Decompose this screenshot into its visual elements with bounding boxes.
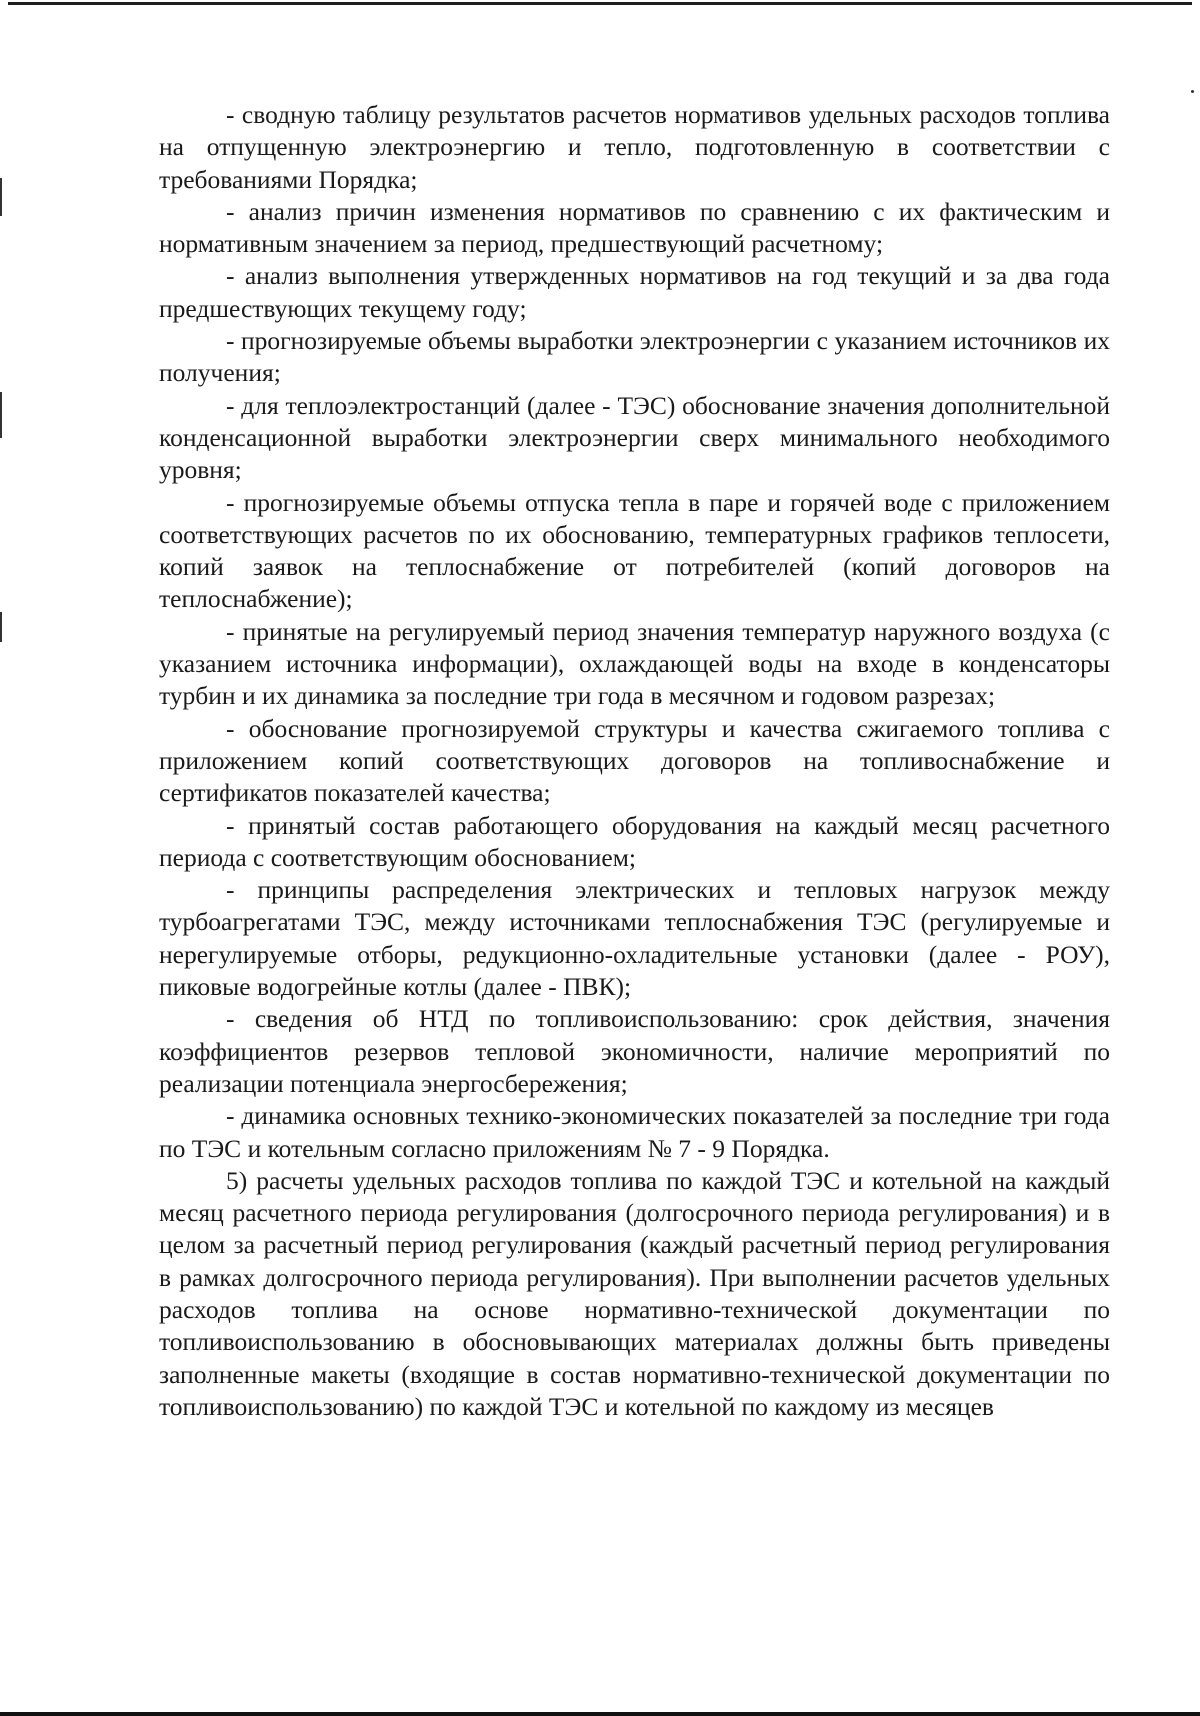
scan-bottom-border (0, 1712, 1200, 1716)
paragraph: - сводную таблицу результатов расчетов нормативов удельных расходов топлива на отпущенную электроэнергию и тепло, подготовленную в соответствии с требованиями Порядка; (159, 100, 1110, 194)
paragraph: - анализ выполнения утвержденных нормативов на год текущий и за два года предшествующих текущему году; (159, 261, 1110, 323)
paragraph: - принятые на регулируемый период значения температур наружного воздуха (с указанием источника информации), охлаждающей воды на входе в конденсаторы турбин и их динамика за последние три года в месячном и годовом разрезах; (159, 616, 1110, 711)
paragraph: - прогнозируемые объемы выработки электроэнергии с указанием источников их получения; (159, 326, 1110, 388)
paragraph: - обоснование прогнозируемой структуры и качества сжигаемого топлива с приложением копий соответствующих договоров на топливоснабжение и сертификатов показателей качества; (159, 713, 1110, 808)
paragraph: - анализ причин изменения нормативов по сравнению с их фактическим и нормативным значением за период, предшествующий расчетному; (159, 196, 1110, 259)
paragraph: - прогнозируемые объемы отпуска тепла в паре и горячей воде с приложением соответствующих расчетов по их обоснованию, температурных графиков теплосети, копий заявок на теплоснабжение от потребителей (копий договоров на теплоснабжение); (159, 487, 1110, 614)
document-body (159, 99, 1110, 1423)
paragraph: - принятый состав работающего оборудования на каждый месяц расчетного периода с соответствующим обоснованием; (159, 810, 1110, 872)
paragraph: - принципы распределения электрических и тепловых нагрузок между турбоагрегатами ТЭС, между источниками теплоснабжения ТЭС (регулируемые и нерегулируемые отборы, редукционно-охладительные установки (далее - РОУ), пиковые водогрейные котлы (далее - ПВК); (159, 875, 1110, 1002)
paragraph: - сведения об НТД по топливоиспользованию: срок действия, значения коэффициентов резервов тепловой экономичности, наличие мероприятий по реализации потенциала энергосбережения; (159, 1004, 1110, 1098)
scan-top-border (8, 2, 1192, 5)
scan-edge-mark (0, 392, 2, 438)
paragraph: - для теплоэлектростанций (далее - ТЭС) обоснование значения дополнительной конденсационной выработки электроэнергии сверх минимального необходимого уровня; (159, 390, 1110, 485)
scan-edge-mark (0, 178, 2, 216)
paragraph: 5) расчеты удельных расходов топлива по каждой ТЭС и котельной на каждый месяц расчетного периода регулирования (долгосрочного периода регулирования) и в целом за расчетный период регулирования (каждый расчетный период регулирования в рамках долгосрочного периода регулирования). При выполнении расчетов удельных расходов топлива на основе нормативно-технической документации по топливоиспользованию в обосновывающих материалах должны быть приведены заполненные макеты (входящие в состав нормативно-технической документации по топливоиспользованию) по каждой ТЭС и котельной по каждому из месяцев (159, 1165, 1110, 1421)
scan-edge-mark (1191, 90, 1194, 93)
paragraph: - динамика основных технико-экономических показателей за последние три года по ТЭС и котельным согласно приложениям № 7 - 9 Порядка. (159, 1101, 1110, 1163)
scan-edge-mark (0, 612, 2, 642)
